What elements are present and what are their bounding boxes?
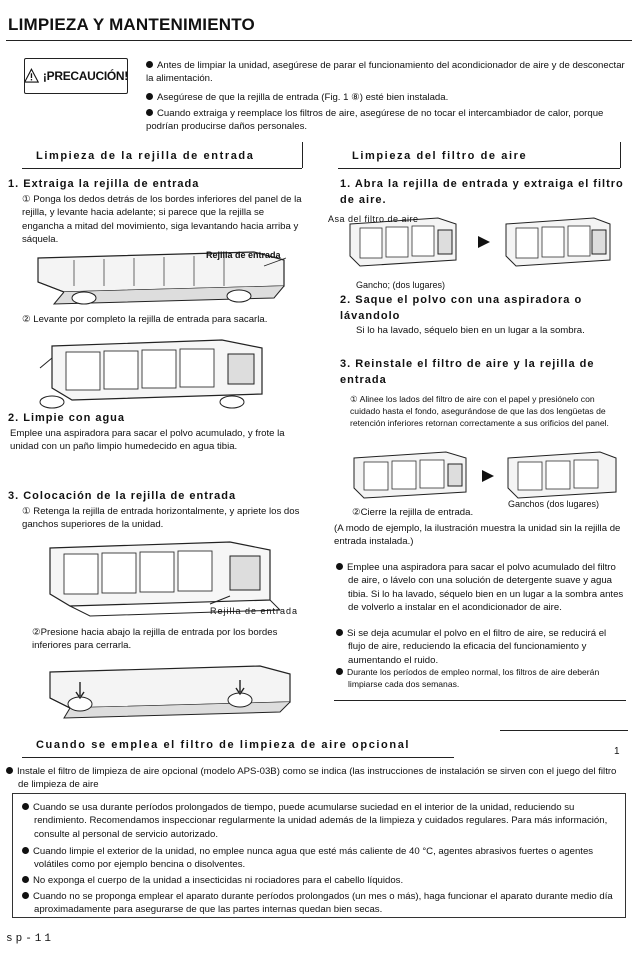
bullet-icon (22, 847, 29, 854)
bullet-icon (336, 563, 343, 570)
grille-lift-illustration (32, 338, 302, 412)
step-text: ① Ponga los dedos detrás de los bordes inferiores del panel de la rejilla, y levante hacia adelante; si parece que la rejilla se engancha a mitad del movimiento, siga levantando hacia arriba y sáquela. (22, 194, 302, 246)
figure-label: Gancho; (dos lugares) (356, 280, 446, 290)
bullet-icon (146, 93, 153, 100)
step-text: ②Cierre la rejilla de entrada. (352, 507, 474, 518)
section-rule (500, 730, 628, 731)
section-rule (22, 757, 454, 758)
bullet-icon (336, 668, 343, 675)
figure-label: Rejilla de entrada (210, 606, 299, 616)
filter-bullet: Si se deja acumular el polvo en el filtro de aire, se reducirá el flujo de aire, reduciendo la eficacia del funcionamiento y aumentando el ruido. (336, 627, 626, 667)
section-rule (620, 142, 621, 168)
filter-bullet: Emplee una aspiradora para sacar el polvo acumulado del filtro de aire, o lávelo con una solución de detergente suave y agua tibia. Si lo ha lavado, séquelo bien en un lugar a la sombra antes de volverlo a instalar en el acondicionador de aire. (336, 561, 626, 615)
section-header-optional: Cuando se emplea el filtro de limpieza de aire opcional (36, 739, 411, 751)
page-footer: sp-11 (6, 933, 55, 945)
caution-frame (24, 58, 128, 94)
figure-label: Rejilla de entrada (206, 250, 281, 260)
caution-label: ¡PRECAUCIÓN! (42, 68, 128, 83)
arrow-right-icon (478, 236, 490, 248)
step-title: 1. Abra la rejilla de entrada y extraiga el filtro de aire. (340, 178, 624, 206)
optional-text: Instale el filtro de limpieza de aire opcional (modelo APS-03B) como se indica (las instrucciones de instalación se sirven con el juego del filtro de limpieza de aire (6, 765, 626, 792)
caution-bullet: Asegúrese de que la rejilla de entrada (Fig. 1 ⑧) esté bien instalada. (146, 92, 626, 105)
caution-bullet: Antes de limpiar la unidad, asegúrese de parar el funcionamiento del acondicionador de aire y de desconectar la alimentación. (146, 60, 625, 84)
step-text: Si lo ha lavado, séquelo bien en un lugar a la sombra. (356, 325, 585, 336)
filter-bullet: Durante los períodos de empleo normal, los filtros de aire deberán limpiarse cada dos semanas. (336, 666, 626, 690)
step-title: 2. Limpie con agua (8, 412, 126, 424)
page-title: LIMPIEZA Y MANTENIMIENTO (8, 15, 255, 34)
title-rule (6, 40, 632, 41)
section-rule (334, 700, 626, 701)
section-rule (302, 142, 303, 168)
figure-label: Ganchos (dos lugares) (508, 499, 600, 509)
step-note: (A modo de ejemplo, la ilustración muestra la unidad sin la rejilla de entrada instalada.) (334, 523, 621, 548)
grille-close-illustration (40, 662, 302, 728)
section-rule (338, 168, 620, 169)
step-text: ① Alinee los lados del filtro de aire con el papel y presiónelo con cuidado hasta el fondo, asegurándose de que las dos lengüetas de retención inferiores retornan correctamente a sus orificios del panel. (350, 394, 609, 429)
caution-bullet: Cuando extraiga y reemplace los filtros de aire, asegúrese de no tocar el intercambiador de calor, porque podrían producirse daños personales. (146, 108, 604, 132)
step-title: 3. Reinstale el filtro de aire y la rejilla de entrada (340, 358, 595, 386)
note-item: Cuando no se proponga emplear el aparato durante períodos prolongados (un mes o más), haga funcionar el aparato durante medio día aproximadamente para asegurarse de que las partes internas quedan bien secas. (22, 890, 620, 917)
bullet-icon (146, 61, 153, 68)
step-title: 3. Colocación de la rejilla de entrada (8, 490, 237, 502)
section-header-filter: Limpieza del filtro de aire (352, 150, 528, 162)
note-item: No exponga el cuerpo de la unidad a insecticidas ni rociadores para el cabello líquidos. (22, 874, 620, 887)
note-item: Cuando se usa durante períodos prolongados de tiempo, puede acumularse suciedad en el interior de la unidad, reduciendo su rendimiento. Recomendamos inspeccionar regularmente la unidad además de la limpieza y cuidados regulares. Para más información, consulte al personal de servicio autorizado. (22, 801, 620, 841)
section-rule (22, 168, 302, 169)
page-mark: 1 (614, 746, 620, 757)
bullet-icon (6, 767, 13, 774)
bullet-icon (22, 803, 29, 810)
note-item: Cuando limpie el exterior de la unidad, no emplee nunca agua que esté más caliente de 40 °C, agentes abrasivos fuertes o agentes volátiles como por ejemplo bencina o disolventes. (22, 845, 620, 872)
step-title: 1. Extraiga la rejilla de entrada (8, 178, 200, 190)
step-text: Emplee una aspiradora para sacar el polvo acumulado, y frote la unidad con un paño limpio humedecido en agua tibia. (10, 428, 285, 453)
bullet-icon (22, 876, 29, 883)
section-header-grille: Limpieza de la rejilla de entrada (36, 150, 255, 162)
step-title: 2. Saque el polvo con una aspiradora o lávandolo (340, 294, 583, 322)
step-text: ① Retenga la rejilla de entrada horizontalmente, y apriete los dos ganchos superiores de la unidad. (22, 506, 300, 531)
bullet-icon (146, 109, 153, 116)
bullet-icon (22, 892, 29, 899)
arrow-right-icon (482, 470, 494, 482)
step-text: ②Presione hacia abajo la rejilla de entrada por los bordes inferiores para cerrarla. (32, 627, 278, 652)
step-text: ② Levante por completo la rejilla de entrada para sacarla. (22, 314, 268, 325)
figure-label: Asa del filtro de aire (328, 214, 419, 224)
bullet-icon (336, 629, 343, 636)
